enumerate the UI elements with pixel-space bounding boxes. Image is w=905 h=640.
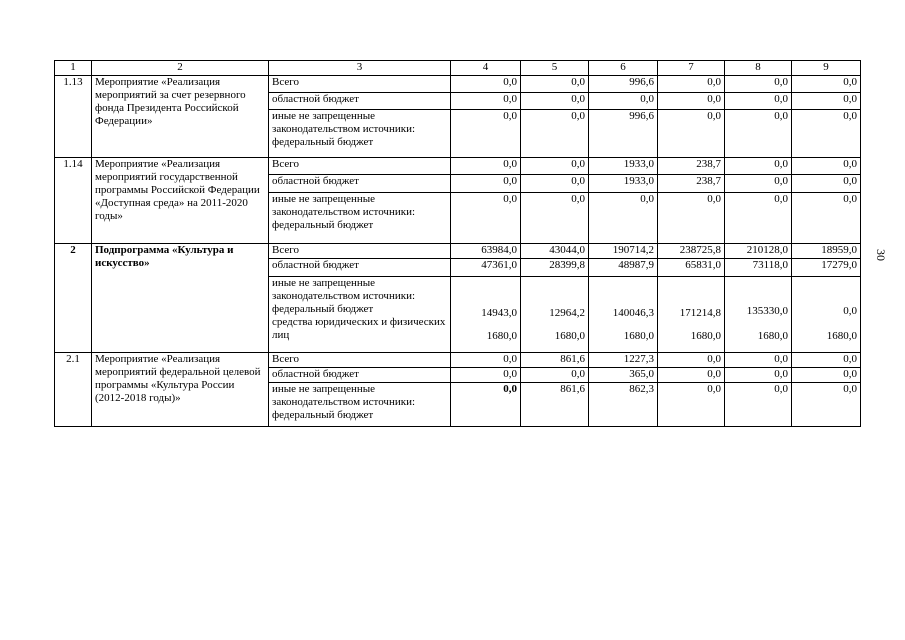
table-row xyxy=(55,76,861,93)
header-cell: 5 xyxy=(521,61,589,76)
line-label: Всего xyxy=(269,158,451,175)
table-row xyxy=(55,244,861,259)
value-cell: 862,3 xyxy=(589,383,658,427)
value-cell: 0,0 xyxy=(792,383,861,427)
line-label-2: средства юридических и физических лиц xyxy=(272,316,446,341)
page-number: 30 xyxy=(874,249,888,261)
header-cell: 6 xyxy=(589,61,658,76)
header-cell: 4 xyxy=(451,61,521,76)
value-cell: 238,7 xyxy=(658,175,725,193)
line-label-prefix: иные не запрещенные законодательством источники: xyxy=(272,193,416,218)
line-label: федеральный бюджет xyxy=(272,219,374,231)
value-cell: 0,0 xyxy=(451,368,521,383)
value-cell: 0,0 xyxy=(843,305,857,317)
value-cell: 1680,0 xyxy=(623,330,654,342)
table-row xyxy=(55,158,861,175)
value-cell-group xyxy=(589,277,658,353)
line-label-cell xyxy=(269,277,451,353)
value-cell-group xyxy=(521,277,589,353)
line-label: федеральный бюджет xyxy=(272,409,374,421)
value-cell: 135330,0 xyxy=(746,305,788,317)
row-code: 1.14 xyxy=(55,158,92,244)
value-cell: 0,0 xyxy=(658,76,725,93)
value-cell: 238725,8 xyxy=(658,244,725,259)
header-cell: 1 xyxy=(55,61,92,76)
value-cell: 0,0 xyxy=(792,158,861,175)
value-cell: 0,0 xyxy=(451,193,521,244)
value-cell: 0,0 xyxy=(451,175,521,193)
value-cell: 0,0 xyxy=(658,383,725,427)
value-cell: 1227,3 xyxy=(589,353,658,368)
header-cell: 7 xyxy=(658,61,725,76)
value-cell: 73118,0 xyxy=(725,259,792,277)
value-cell: 0,0 xyxy=(792,353,861,368)
value-cell: 0,0 xyxy=(658,93,725,110)
value-cell: 0,0 xyxy=(792,93,861,110)
value-cell: 0,0 xyxy=(725,110,792,158)
value-cell: 861,6 xyxy=(521,383,589,427)
row-title: Подпрограмма «Культура и искусство» xyxy=(92,244,269,353)
line-label: областной бюджет xyxy=(269,368,451,383)
value-cell-group xyxy=(451,277,521,353)
value-cell: 0,0 xyxy=(725,383,792,427)
line-label-cell xyxy=(269,193,451,244)
value-cell: 0,0 xyxy=(658,353,725,368)
value-cell: 0,0 xyxy=(451,76,521,93)
value-cell: 171214,8 xyxy=(679,307,721,319)
value-cell: 0,0 xyxy=(451,110,521,158)
value-cell: 28399,8 xyxy=(521,259,589,277)
value-cell: 996,6 xyxy=(589,110,658,158)
value-cell: 1680,0 xyxy=(486,330,517,342)
budget-table xyxy=(54,60,861,427)
value-cell: 1680,0 xyxy=(554,330,585,342)
value-cell-group xyxy=(725,277,792,353)
value-cell: 0,0 xyxy=(451,383,521,427)
value-cell: 0,0 xyxy=(658,193,725,244)
row-title: Мероприятие «Реализация мероприятий федеральной целевой программы «Культура России (2012-2018 годы)» xyxy=(92,353,269,427)
line-label-cell xyxy=(269,110,451,158)
header-cell: 2 xyxy=(92,61,269,76)
table-row xyxy=(55,353,861,368)
value-cell: 1680,0 xyxy=(757,330,788,342)
line-label: областной бюджет xyxy=(269,175,451,193)
value-cell: 0,0 xyxy=(521,93,589,110)
line-label: Всего xyxy=(269,244,451,259)
value-cell: 12964,2 xyxy=(549,307,585,319)
value-cell: 0,0 xyxy=(725,158,792,175)
value-cell: 0,0 xyxy=(725,353,792,368)
value-cell: 861,6 xyxy=(521,353,589,368)
value-cell: 14943,0 xyxy=(481,307,517,319)
value-cell: 1680,0 xyxy=(690,330,721,342)
line-label-prefix: иные не запрещенные законодательством источники: xyxy=(272,277,416,302)
value-cell: 996,6 xyxy=(589,76,658,93)
value-cell: 1933,0 xyxy=(589,175,658,193)
value-cell: 0,0 xyxy=(792,76,861,93)
line-label: Всего xyxy=(269,353,451,368)
value-cell: 0,0 xyxy=(451,353,521,368)
value-cell: 1680,0 xyxy=(826,330,857,342)
value-cell: 238,7 xyxy=(658,158,725,175)
header-cell: 3 xyxy=(269,61,451,76)
value-cell: 48987,9 xyxy=(589,259,658,277)
value-cell: 0,0 xyxy=(725,368,792,383)
value-cell: 43044,0 xyxy=(521,244,589,259)
value-cell: 190714,2 xyxy=(589,244,658,259)
header-cell: 9 xyxy=(792,61,861,76)
line-label: областной бюджет xyxy=(269,93,451,110)
value-cell: 47361,0 xyxy=(451,259,521,277)
value-cell: 140046,3 xyxy=(612,307,654,319)
value-cell: 0,0 xyxy=(658,368,725,383)
row-code: 1.13 xyxy=(55,76,92,158)
line-label: Всего xyxy=(269,76,451,93)
line-label: федеральный бюджет xyxy=(272,136,374,148)
value-cell: 0,0 xyxy=(521,175,589,193)
value-cell: 0,0 xyxy=(725,93,792,110)
value-cell: 1933,0 xyxy=(589,158,658,175)
row-code: 2 xyxy=(55,244,92,353)
line-label-prefix: иные не запрещенные законодательством источники: xyxy=(272,110,416,135)
value-cell: 0,0 xyxy=(589,93,658,110)
value-cell: 0,0 xyxy=(451,93,521,110)
header-cell: 8 xyxy=(725,61,792,76)
value-cell: 0,0 xyxy=(725,193,792,244)
table-header-row xyxy=(55,61,861,76)
line-label: областной бюджет xyxy=(269,259,451,277)
value-cell: 210128,0 xyxy=(725,244,792,259)
value-cell: 0,0 xyxy=(521,110,589,158)
row-code: 2.1 xyxy=(55,353,92,427)
value-cell: 63984,0 xyxy=(451,244,521,259)
row-title: Мероприятие «Реализация мероприятий государственной программы Российской Федерации «Доступная среда» на 2011-2020 годы» xyxy=(92,158,269,244)
line-label-cell xyxy=(269,383,451,427)
value-cell: 0,0 xyxy=(792,193,861,244)
value-cell: 0,0 xyxy=(792,175,861,193)
value-cell: 365,0 xyxy=(589,368,658,383)
value-cell: 0,0 xyxy=(658,110,725,158)
row-title: Мероприятие «Реализация мероприятий за счет резервного фонда Президента Российской Федерации» xyxy=(92,76,269,158)
value-cell: 65831,0 xyxy=(658,259,725,277)
value-cell: 0,0 xyxy=(521,368,589,383)
value-cell: 0,0 xyxy=(451,158,521,175)
line-label-prefix: иные не запрещенные законодательством источники: xyxy=(272,383,416,408)
value-cell: 0,0 xyxy=(521,193,589,244)
value-cell: 0,0 xyxy=(521,76,589,93)
value-cell: 0,0 xyxy=(792,368,861,383)
value-cell: 18959,0 xyxy=(792,244,861,259)
value-cell: 0,0 xyxy=(725,175,792,193)
value-cell-group xyxy=(792,277,861,353)
value-cell: 0,0 xyxy=(589,193,658,244)
value-cell: 0,0 xyxy=(792,110,861,158)
value-cell: 0,0 xyxy=(521,158,589,175)
value-cell: 17279,0 xyxy=(792,259,861,277)
line-label: федеральный бюджет xyxy=(272,303,374,315)
value-cell-group xyxy=(658,277,725,353)
value-cell: 0,0 xyxy=(725,76,792,93)
